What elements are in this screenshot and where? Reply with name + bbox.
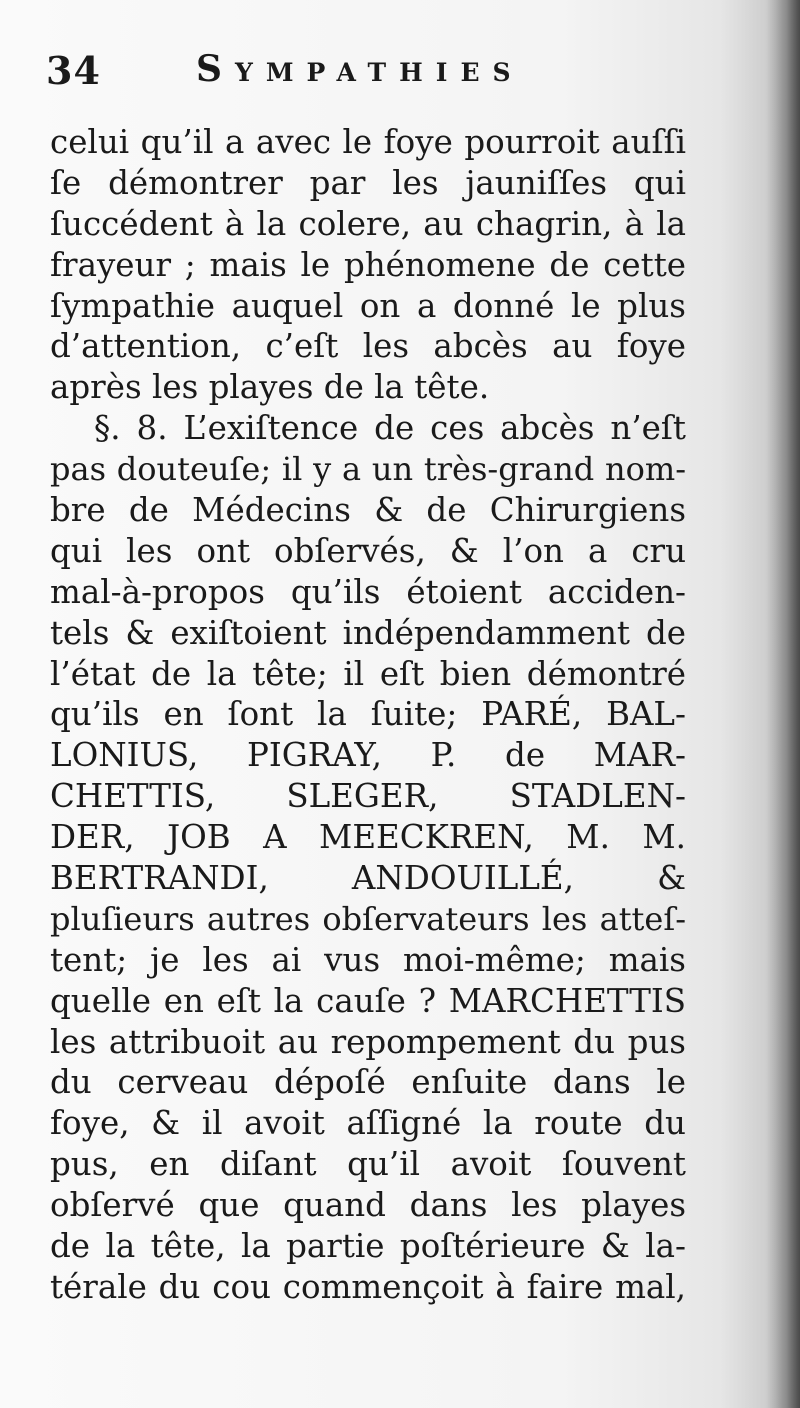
text-line: les attribuoit au repompement du pus <box>50 1022 686 1061</box>
text-line: pas douteuſe; il y a un très-grand nom- <box>50 450 686 489</box>
body-text <box>50 122 686 1308</box>
text-line: DER, JOB A MEECKREN, M. M. <box>50 818 686 857</box>
text-line: ſympathie auquel on a donné le plus <box>50 286 686 325</box>
text-line: LONIUS, PIGRAY, P. de MAR- <box>50 736 686 775</box>
text-line: térale du cou commençoit à faire mal, <box>50 1267 686 1306</box>
text-line: mal-à-propos qu’ils étoient acciden- <box>50 572 686 611</box>
page-header <box>46 46 606 94</box>
text-line: après les playes de la tête. <box>50 368 490 407</box>
text-line: ſe démontrer par les jauniſſes qui <box>50 163 686 202</box>
text-line: §. 8. L’exiſtence de ces abcès n’eſt <box>94 409 686 448</box>
text-line: du cerveau dépoſé enſuite dans le <box>50 1063 686 1102</box>
text-line: celui qu’il a avec le foye pourroit auſſi <box>50 123 686 161</box>
text-line: qu’ils en ſont la ſuite; PARÉ, BAL- <box>50 695 686 734</box>
text-line: tels & exiſtoient indépendamment de <box>50 613 686 652</box>
text-line: quelle en eſt la cauſe ? MARCHETTIS <box>50 981 686 1020</box>
text-line: de la tête, la partie poſtérieure & la- <box>50 1227 686 1266</box>
text-line: ſuccédent à la colere, au chagrin, à la <box>50 204 686 243</box>
running-head: Sympathies <box>196 48 524 90</box>
text-line: pluſieurs autres obſervateurs les atteſ- <box>50 899 686 938</box>
text-line: d’attention, c’eſt les abcès au foye <box>50 327 686 366</box>
text-line: bre de Médecins & de Chirurgiens <box>50 491 686 530</box>
text-line: CHETTIS, SLEGER, STADLEN- <box>50 777 686 816</box>
text-line: l’état de la tête; il eſt bien démontré <box>50 654 686 693</box>
text-line: tent; je les ai vus moi-même; mais <box>50 940 686 979</box>
text-line: pus, en diſant qu’il avoit ſouvent <box>50 1145 686 1184</box>
text-line: foye, & il avoit aſſigné la route du <box>50 1104 686 1143</box>
text-line: frayeur ; mais le phénomene de cette <box>50 245 686 284</box>
page-number: 34 <box>46 48 101 93</box>
page-gutter-shadow <box>766 0 800 1408</box>
text-line: qui les ont obſervés, & l’on a cru <box>50 531 686 570</box>
text-line: BERTRANDI, ANDOUILLÉ, & <box>50 859 686 898</box>
text-line: obſervé que quand dans les playes <box>50 1186 686 1225</box>
